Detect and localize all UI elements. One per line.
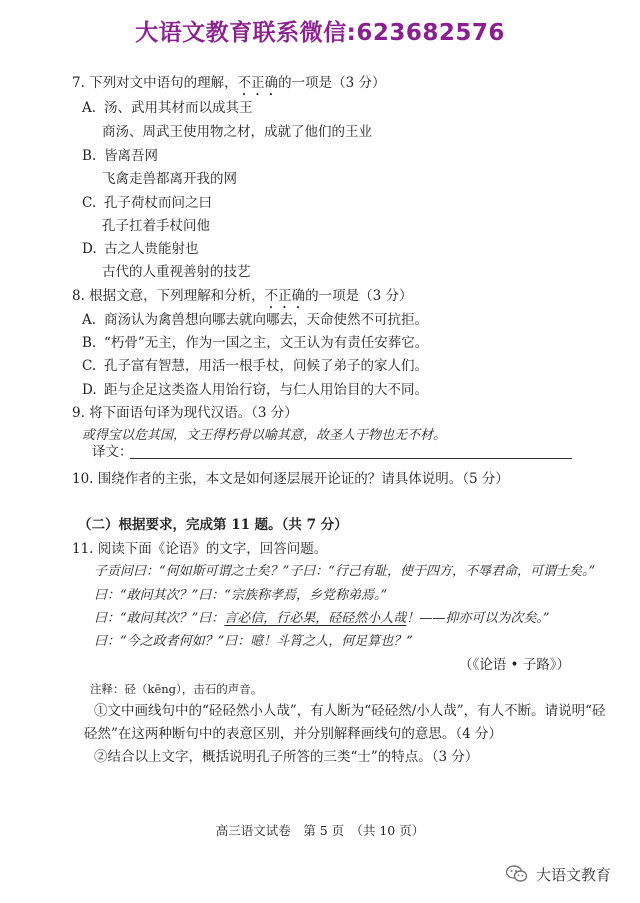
q11-quote-line-3: 曰：“敢问其次？”曰：言必信，行必果，硁硁然小人哉！——抑亦可以为次矣。” (94, 611, 550, 626)
q11-sub1-line-1: ①文中画线句中的“硁硁然小人哉”，有人断为“硁硁然/小人哉”，有人不断。请说明“硁 (94, 703, 606, 719)
page-footer: 高三语文试卷 第 5 页 （共 10 页） (215, 823, 425, 838)
q7-option-a: A. 汤、武用其材而以成其王 (82, 100, 253, 116)
q7-option-d: D. 古之人贵能射也 (82, 241, 199, 257)
emphasis-not-correct: 不正确 (237, 75, 279, 91)
q11-quote-line-4: 曰：“今之政者何如？”曰：噫！斗筲之人，何足算也？” (94, 634, 413, 649)
q9-translation-label: 译文： (92, 444, 133, 460)
q7-option-c-explain: 孔子扛着手杖问他 (102, 218, 210, 234)
underlined-sentence: 言必信，行必果，硁硁然小人哉 (224, 611, 407, 626)
q11-stem: 11. 阅读下面《论语》的文字，回答问题。 (72, 541, 328, 557)
q8-stem: 8. 根据文意，下列理解和分析，不正确的一项是（3 分） (72, 288, 413, 304)
q11-quote-line-1: 子贡问曰：“何如斯可谓之士矣？”子曰：“行己有耻，使于四方，不辱君命，可谓士矣。” (94, 564, 596, 579)
q11-sub2: ②结合以上文字，概括说明孔子所答的三类“士”的特点。（3 分） (94, 749, 479, 765)
q7-option-a-explain: 商汤、周武王使用物之材，成就了他们的王业 (102, 124, 372, 140)
q11-note: 注释：硁（kēng），击石的声音。 (90, 682, 263, 696)
q8-option-d: D. 距与企足这类盗人用饴行窃，与仁人用饴目的大不同。 (82, 382, 428, 398)
q8-option-a: A. 商汤认为禽兽想向哪去就向哪去，天命使然不可抗拒。 (82, 312, 428, 328)
q7-option-b-explain: 飞禽走兽都离开我的网 (102, 171, 237, 187)
q8-option-b: B. “朽骨”无主，作为一国之主，文王认为有责任安葬它。 (82, 335, 429, 351)
bottom-watermark-label: 大语文教育 (536, 865, 612, 884)
q11-quote-line-2: 曰：“敢问其次？”曰：“宗族称孝焉，乡党称弟焉。” (94, 588, 388, 603)
emphasis-not-correct: 不正确 (264, 288, 306, 304)
q7-stem: 7. 下列对文中语句的理解，不正确的一项是（3 分） (72, 75, 386, 91)
q7-option-d-explain: 古代的人重视善射的技艺 (102, 264, 251, 280)
header-watermark: 大语文教育联系微信:623682576 (135, 20, 505, 46)
q10-stem: 10. 围绕作者的主张，本文是如何逐层展开论证的？请具体说明。（5 分） (72, 471, 509, 487)
q7-option-c: C. 孔子荷杖而问之曰 (82, 195, 212, 211)
q8-option-c: C. 孔子富有智慧，用活一根手杖，问候了弟子的家人们。 (82, 358, 428, 374)
q9-sentence: 或得宝以危其国，文王得朽骨以喻其意，故圣人于物也无不材。 (82, 428, 447, 443)
q11-sub1-line-2: 硁然”在这两种断句中的表意区别，并分别解释画线句的意思。（4 分） (84, 726, 503, 742)
q7-option-b: B. 皆离吾网 (82, 148, 158, 164)
section-2-title: （二）根据要求，完成第 11 题。（共 7 分） (78, 517, 348, 533)
bottom-watermark (506, 862, 611, 886)
wechat-icon (506, 865, 528, 883)
q9-stem: 9. 将下面语句译为现代汉语。（3 分） (72, 405, 298, 421)
q11-source: （《论语 • 子路》） (458, 657, 570, 673)
translation-answer-line (130, 458, 572, 459)
